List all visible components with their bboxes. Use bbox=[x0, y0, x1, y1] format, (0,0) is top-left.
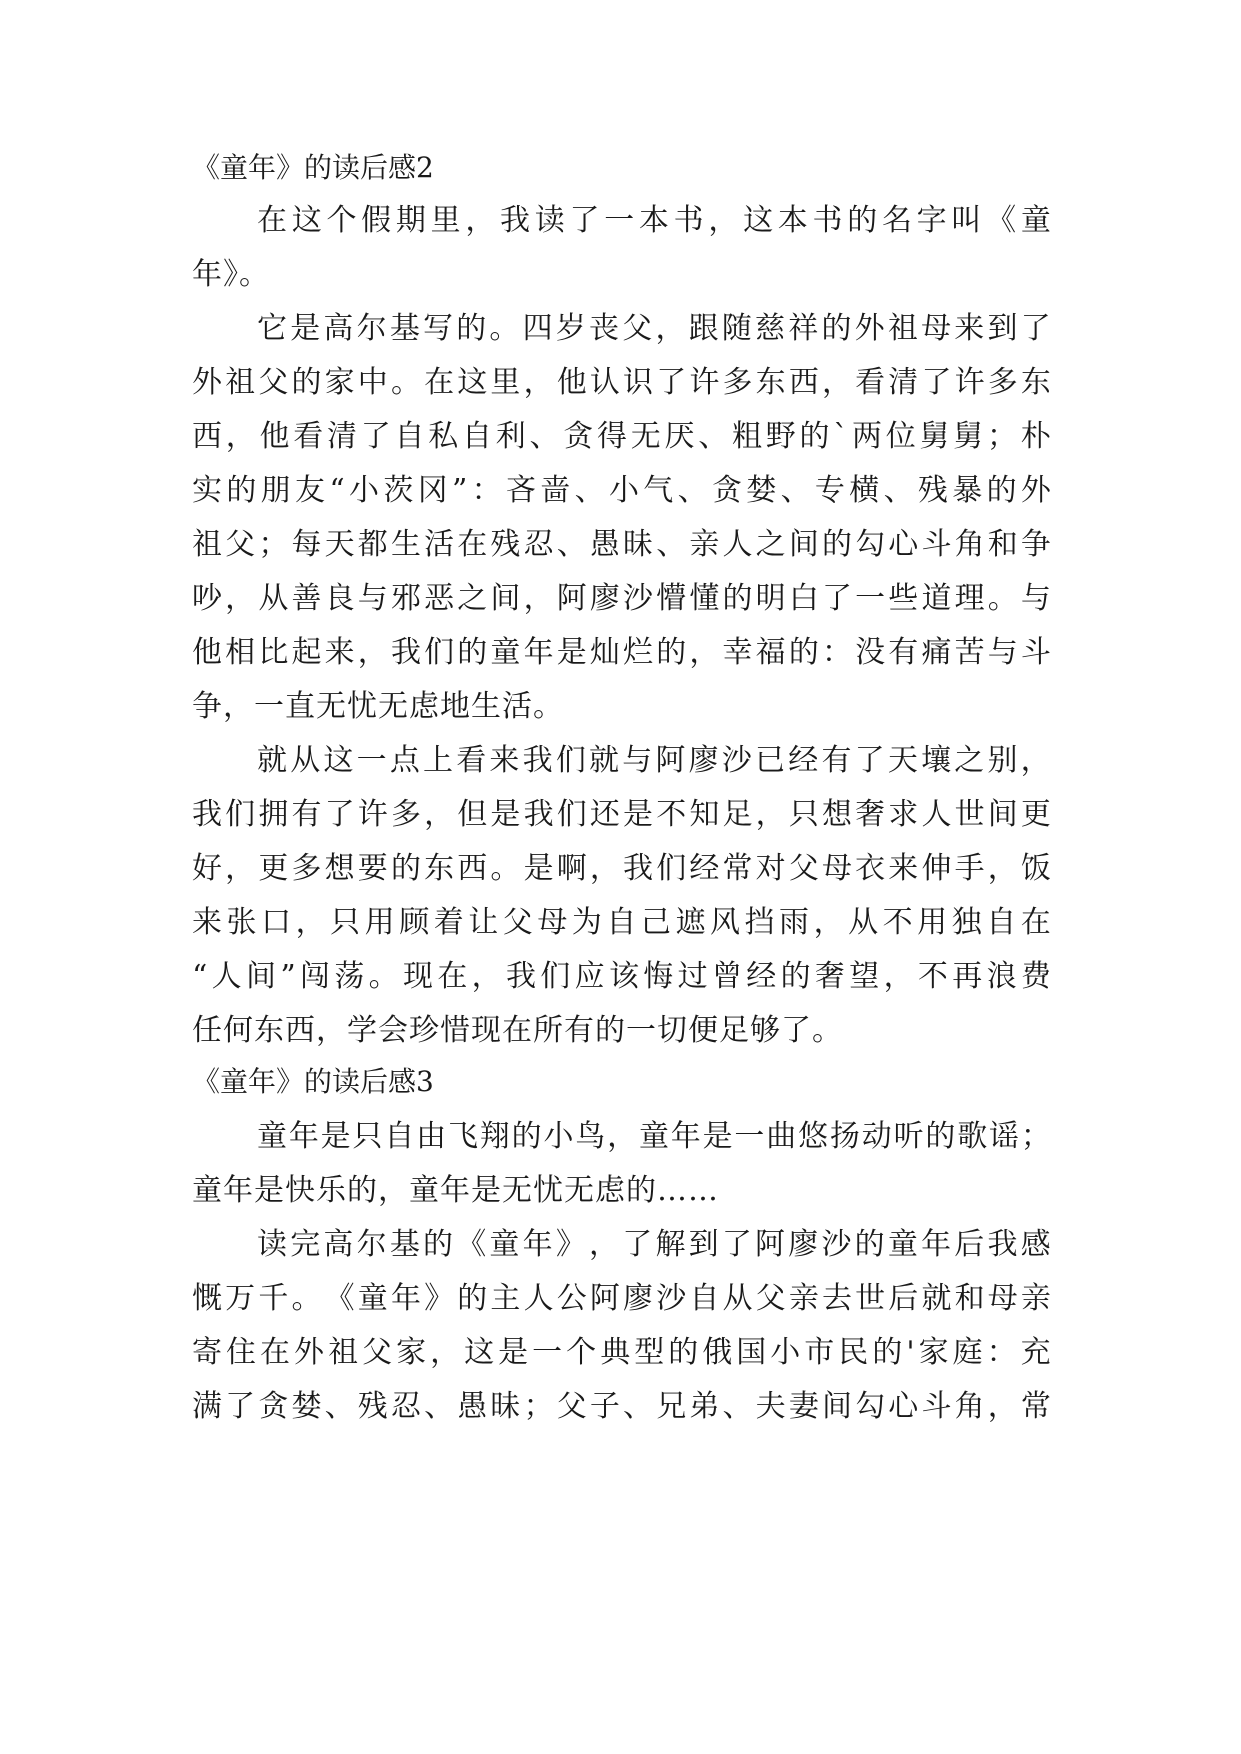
paragraph-line: 好 ， 更 多 想 要 的 东 西 。 是 啊 ， 我 们 经 常 对 父 母 衣 来 伸 手 ， 饭 bbox=[192, 851, 1052, 886]
paragraph-line: 祖 父 ； 每 天 都 生 活 在 残 忍 、 愚 昧 、 亲 人 之 间 的 勾 心 斗 角 和 争 bbox=[192, 527, 1052, 562]
paragraph-line: 童 年 是 只 自 由 飞 翔 的 小 鸟 ， 童 年 是 一 曲 悠 扬 动 听 的 歌 谣 ； bbox=[257, 1119, 1052, 1154]
paragraph-line: 我 们 拥 有 了 许 多 ， 但 是 我 们 还 是 不 知 足 ， 只 想 奢 求 人 世 间 更 bbox=[192, 797, 1052, 832]
paragraph-line: 实 的 朋 友 “ 小 茨 冈 ” ： 吝 啬 、 小 气 、 贪 婪 、 专 横 、 残 暴 的 外 bbox=[192, 473, 1052, 508]
paragraph-line: 它 是 高 尔 基 写 的 。 四 岁 丧 父 ， 跟 随 慈 祥 的 外 祖 母 来 到 了 bbox=[257, 311, 1052, 346]
paragraph-line: 他 相 比 起 来 ， 我 们 的 童 年 是 灿 烂 的 ， 幸 福 的 ： 没 有 痛 苦 与 斗 bbox=[192, 635, 1052, 670]
paragraph-line: 争，一直无忧无虑地生活。 bbox=[192, 689, 564, 724]
paragraph-line: 任何东西，学会珍惜现在所有的一切便足够了。 bbox=[192, 1013, 843, 1048]
paragraph-line: 在 这 个 假 期 里 ， 我 读 了 一 本 书 ， 这 本 书 的 名 字 叫 《 童 bbox=[257, 203, 1052, 238]
paragraph-line: “ 人 间 ” 闯 荡 。 现 在 ， 我 们 应 该 悔 过 曾 经 的 奢 望 ， 不 再 浪 费 bbox=[192, 959, 1052, 994]
section-heading: 《童年》的读后感2 bbox=[192, 151, 434, 184]
section-heading: 《童年》的读后感3 bbox=[192, 1065, 434, 1098]
paragraph-line: 来 张 口 ， 只 用 顾 着 让 父 母 为 自 己 遮 风 挡 雨 ， 从 不 用 独 自 在 bbox=[192, 905, 1052, 940]
paragraph-line: 寄 住 在 外 祖 父 家 ， 这 是 一 个 典 型 的 俄 国 小 市 民 的 ' 家 庭 ： 充 bbox=[192, 1335, 1052, 1370]
paragraph-line: 满 了 贪 婪 、 残 忍 、 愚 昧 ； 父 子 、 兄 弟 、 夫 妻 间 勾 心 斗 角 ， 常 bbox=[192, 1389, 1052, 1424]
paragraph-line: 年》。 bbox=[192, 257, 270, 292]
paragraph-line: 外 祖 父 的 家 中 。 在 这 里 ， 他 认 识 了 许 多 东 西 ， 看 清 了 许 多 东 bbox=[192, 365, 1052, 400]
paragraph-line: 读 完 高 尔 基 的 《 童 年 》 ， 了 解 到 了 阿 廖 沙 的 童 年 后 我 感 bbox=[257, 1227, 1052, 1262]
paragraph-line: 慨 万 千 。 《 童 年 》 的 主 人 公 阿 廖 沙 自 从 父 亲 去 世 后 就 和 母 亲 bbox=[192, 1281, 1052, 1316]
paragraph-line: 就 从 这 一 点 上 看 来 我 们 就 与 阿 廖 沙 已 经 有 了 天 壤 之 别 ， bbox=[257, 743, 1052, 778]
paragraph-line: 吵 ， 从 善 良 与 邪 恶 之 间 ， 阿 廖 沙 懵 懂 的 明 白 了 一 些 道 理 。 与 bbox=[192, 581, 1052, 616]
paragraph-line: 童年是快乐的，童年是无忧无虑的…… bbox=[192, 1173, 719, 1208]
paragraph-line: 西 ， 他 看 清 了 自 私 自 利 、 贪 得 无 厌 、 粗 野 的 ` 两 位 舅 舅 ； 朴 bbox=[192, 419, 1052, 454]
